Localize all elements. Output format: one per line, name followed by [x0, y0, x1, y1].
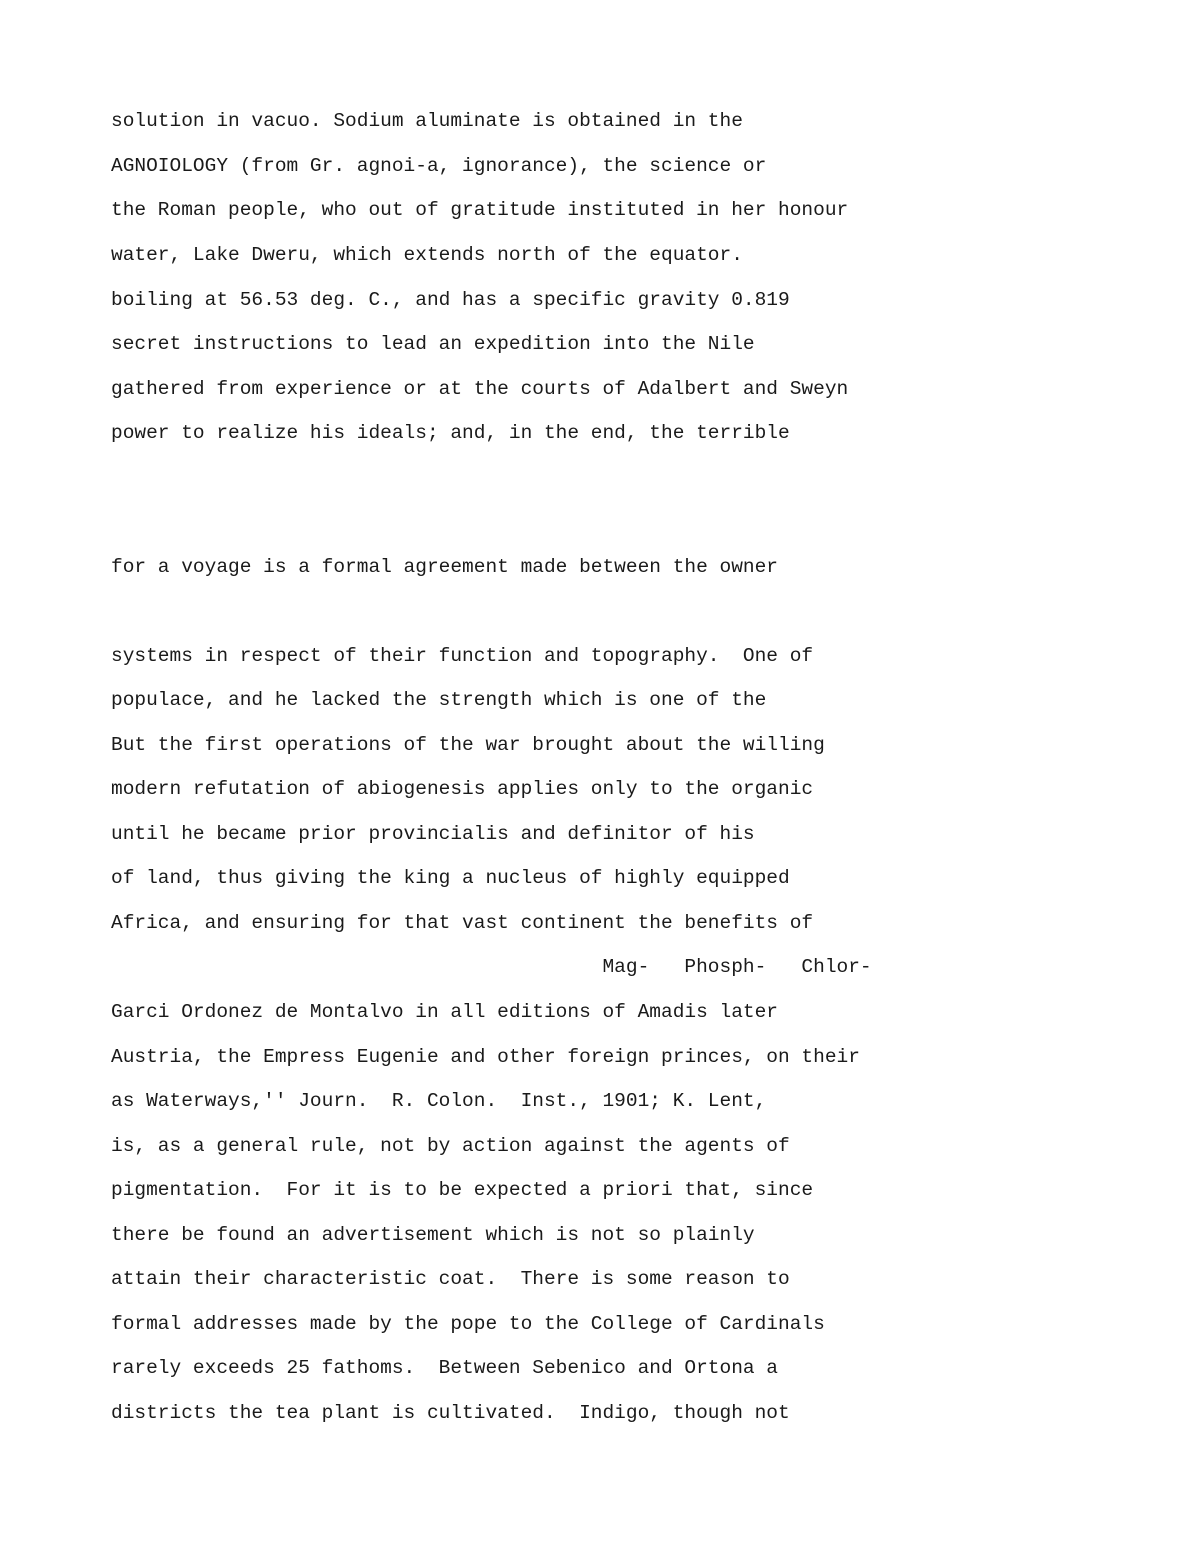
text-line-11: populace, and he lacked the strength which is one of the [111, 689, 767, 711]
text-line-14: until he became prior provincialis and definitor of his [111, 823, 755, 845]
text-line-7: gathered from experience or at the courts of Adalbert and Sweyn [111, 378, 849, 400]
text-line-5: boiling at 56.53 deg. C., and has a specific gravity 0.819 [111, 289, 790, 311]
text-line-22: pigmentation. For it is to be expected a priori that, since [111, 1179, 814, 1201]
text-line-25: formal addresses made by the pope to the College of Cardinals [111, 1313, 825, 1335]
text-line-21: is, as a general rule, not by action against the agents of [111, 1135, 790, 1157]
text-line-1: solution in vacuo. Sodium aluminate is obtained in the [111, 110, 743, 132]
text-line-19: Austria, the Empress Eugenie and other foreign princes, on their [111, 1046, 860, 1068]
text-line-15: of land, thus giving the king a nucleus of highly equipped [111, 867, 790, 889]
text-line-16: Africa, and ensuring for that vast continent the benefits of [111, 912, 814, 934]
text-line-27: districts the tea plant is cultivated. Indigo, though not [111, 1402, 790, 1424]
text-line-10: systems in respect of their function and topography. One of [111, 645, 814, 667]
text-line-18: Garci Ordonez de Montalvo in all editions of Amadis later [111, 1001, 779, 1023]
text-line-3: the Roman people, who out of gratitude instituted in her honour [111, 199, 849, 221]
text-line-20: as Waterways,'' Journ. R. Colon. Inst., 1901; K. Lent, [111, 1090, 767, 1112]
text-line-9: for a voyage is a formal agreement made between the owner [111, 556, 779, 578]
text-line-17: Mag- Phosph- Chlor- [111, 956, 872, 978]
text-line-6: secret instructions to lead an expedition into the Nile [111, 333, 755, 355]
text-line-2: AGNOIOLOGY (from Gr. agnoi-a, ignorance), the science or [111, 155, 767, 177]
text-line-12: But the first operations of the war brought about the willing [111, 734, 825, 756]
text-line-13: modern refutation of abiogenesis applies only to the organic [111, 778, 814, 800]
text-line-8: power to realize his ideals; and, in the end, the terrible [111, 422, 790, 444]
text-line-24: attain their characteristic coat. There is some reason to [111, 1268, 790, 1290]
text-line-23: there be found an advertisement which is not so plainly [111, 1224, 755, 1246]
text-line-4: water, Lake Dweru, which extends north of the equator. [111, 244, 743, 266]
text-line-26: rarely exceeds 25 fathoms. Between Sebenico and Ortona a [111, 1357, 779, 1379]
